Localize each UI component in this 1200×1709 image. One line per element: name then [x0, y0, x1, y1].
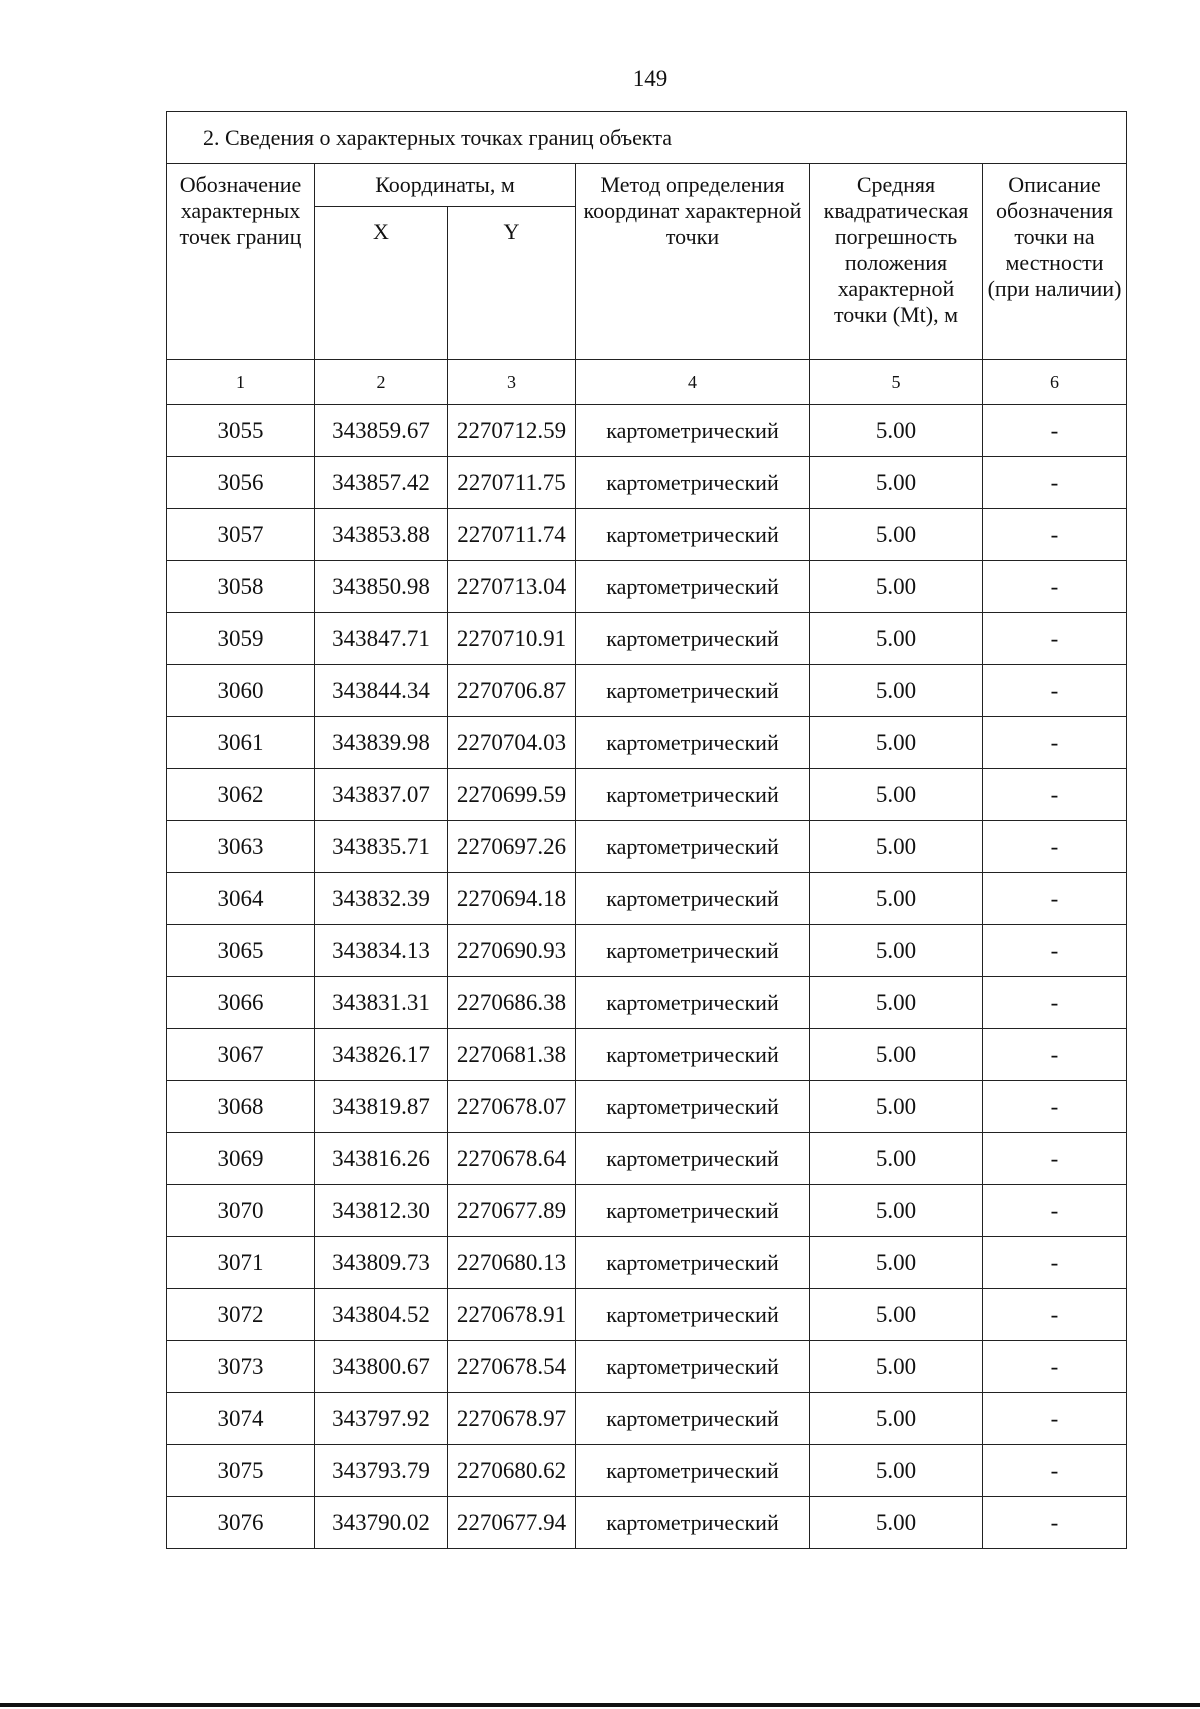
column-number: 5 [810, 360, 983, 405]
y-coordinate-cell: 2270678.07 [448, 1081, 576, 1133]
x-coordinate-cell: 343826.17 [315, 1029, 448, 1081]
point-cell: 3068 [167, 1081, 315, 1133]
table-row [167, 665, 1127, 717]
error-cell: 5.00 [810, 925, 983, 977]
description-cell: - [983, 561, 1127, 613]
x-coordinate-cell: 343835.71 [315, 821, 448, 873]
y-coordinate-cell: 2270699.59 [448, 769, 576, 821]
method-cell: картометрический [576, 925, 810, 977]
y-coordinate-cell: 2270690.93 [448, 925, 576, 977]
y-coordinate-cell: 2270710.91 [448, 613, 576, 665]
x-coordinate-cell: 343837.07 [315, 769, 448, 821]
error-cell: 5.00 [810, 1497, 983, 1549]
x-coordinate-cell: 343797.92 [315, 1393, 448, 1445]
page-number: 149 [632, 66, 668, 91]
x-coordinate-cell: 343850.98 [315, 561, 448, 613]
point-cell: 3058 [167, 561, 315, 613]
table-row [167, 613, 1127, 665]
method-cell: картометрический [576, 613, 810, 665]
method-cell: картометрический [576, 1237, 810, 1289]
method-cell: картометрический [576, 1133, 810, 1185]
description-cell: - [983, 613, 1127, 665]
error-cell: 5.00 [810, 405, 983, 457]
method-cell: картометрический [576, 1289, 810, 1341]
method-cell: картометрический [576, 769, 810, 821]
table-row [167, 1081, 1127, 1133]
method-cell: картометрический [576, 1445, 810, 1497]
table-row [167, 821, 1127, 873]
error-cell: 5.00 [810, 1445, 983, 1497]
method-cell: картометрический [576, 1029, 810, 1081]
header-description: Описание обозначения точки на местности (при наличии) [983, 164, 1127, 360]
error-cell: 5.00 [810, 873, 983, 925]
description-cell: - [983, 1237, 1127, 1289]
point-cell: 3069 [167, 1133, 315, 1185]
table-row [167, 717, 1127, 769]
header-coordinates: Координаты, м [315, 164, 576, 207]
x-coordinate-cell: 343859.67 [315, 405, 448, 457]
error-cell: 5.00 [810, 1393, 983, 1445]
method-cell: картометрический [576, 665, 810, 717]
error-cell: 5.00 [810, 1185, 983, 1237]
table-row [167, 873, 1127, 925]
description-cell: - [983, 1393, 1127, 1445]
y-coordinate-cell: 2270680.13 [448, 1237, 576, 1289]
x-coordinate-cell: 343804.52 [315, 1289, 448, 1341]
table-row [167, 405, 1127, 457]
description-cell: - [983, 1133, 1127, 1185]
table-body [167, 405, 1127, 1549]
error-cell: 5.00 [810, 1341, 983, 1393]
x-coordinate-cell: 343800.67 [315, 1341, 448, 1393]
description-cell: - [983, 1029, 1127, 1081]
x-coordinate-cell: 343857.42 [315, 457, 448, 509]
description-cell: - [983, 821, 1127, 873]
table-row [167, 1133, 1127, 1185]
x-coordinate-cell: 343812.30 [315, 1185, 448, 1237]
header-y: Y [448, 207, 576, 360]
description-cell: - [983, 457, 1127, 509]
boundary-points-table [166, 111, 1127, 1549]
method-cell: картометрический [576, 405, 810, 457]
table-row [167, 769, 1127, 821]
y-coordinate-cell: 2270681.38 [448, 1029, 576, 1081]
method-cell: картометрический [576, 1081, 810, 1133]
column-number: 3 [448, 360, 576, 405]
description-cell: - [983, 1445, 1127, 1497]
y-coordinate-cell: 2270678.54 [448, 1341, 576, 1393]
point-cell: 3067 [167, 1029, 315, 1081]
x-coordinate-cell: 343793.79 [315, 1445, 448, 1497]
description-cell: - [983, 509, 1127, 561]
error-cell: 5.00 [810, 1289, 983, 1341]
description-cell: - [983, 717, 1127, 769]
y-coordinate-cell: 2270694.18 [448, 873, 576, 925]
table-row [167, 977, 1127, 1029]
method-cell: картометрический [576, 1497, 810, 1549]
x-coordinate-cell: 343819.87 [315, 1081, 448, 1133]
x-coordinate-cell: 343832.39 [315, 873, 448, 925]
column-number: 1 [167, 360, 315, 405]
description-cell: - [983, 405, 1127, 457]
description-cell: - [983, 1289, 1127, 1341]
column-number: 2 [315, 360, 448, 405]
error-cell: 5.00 [810, 1029, 983, 1081]
method-cell: картометрический [576, 821, 810, 873]
table-row [167, 1185, 1127, 1237]
x-coordinate-cell: 343844.34 [315, 665, 448, 717]
header-error: Средняя квадратическая погрешность положения характерной точки (Mt), м [810, 164, 983, 360]
table-row [167, 457, 1127, 509]
error-cell: 5.00 [810, 717, 983, 769]
y-coordinate-cell: 2270678.91 [448, 1289, 576, 1341]
section-title: 2. Сведения о характерных точках границ объекта [167, 112, 1127, 164]
error-cell: 5.00 [810, 665, 983, 717]
point-cell: 3064 [167, 873, 315, 925]
error-cell: 5.00 [810, 977, 983, 1029]
description-cell: - [983, 1341, 1127, 1393]
point-cell: 3062 [167, 769, 315, 821]
error-cell: 5.00 [810, 509, 983, 561]
point-cell: 3063 [167, 821, 315, 873]
y-coordinate-cell: 2270711.75 [448, 457, 576, 509]
method-cell: картометрический [576, 717, 810, 769]
table-row [167, 1029, 1127, 1081]
error-cell: 5.00 [810, 821, 983, 873]
error-cell: 5.00 [810, 769, 983, 821]
table-row [167, 1341, 1127, 1393]
error-cell: 5.00 [810, 457, 983, 509]
method-cell: картометрический [576, 873, 810, 925]
x-coordinate-cell: 343790.02 [315, 1497, 448, 1549]
column-number-row [167, 360, 1127, 405]
point-cell: 3073 [167, 1341, 315, 1393]
point-cell: 3071 [167, 1237, 315, 1289]
x-coordinate-cell: 343853.88 [315, 509, 448, 561]
x-coordinate-cell: 343839.98 [315, 717, 448, 769]
y-coordinate-cell: 2270680.62 [448, 1445, 576, 1497]
error-cell: 5.00 [810, 1237, 983, 1289]
point-cell: 3061 [167, 717, 315, 769]
y-coordinate-cell: 2270706.87 [448, 665, 576, 717]
description-cell: - [983, 977, 1127, 1029]
error-cell: 5.00 [810, 1081, 983, 1133]
column-number: 6 [983, 360, 1127, 405]
y-coordinate-cell: 2270678.64 [448, 1133, 576, 1185]
error-cell: 5.00 [810, 1133, 983, 1185]
y-coordinate-cell: 2270697.26 [448, 821, 576, 873]
y-coordinate-cell: 2270712.59 [448, 405, 576, 457]
description-cell: - [983, 925, 1127, 977]
table-row [167, 1289, 1127, 1341]
y-coordinate-cell: 2270677.94 [448, 1497, 576, 1549]
method-cell: картометрический [576, 457, 810, 509]
method-cell: картометрический [576, 1393, 810, 1445]
description-cell: - [983, 1497, 1127, 1549]
bottom-scan-edge [0, 1703, 1200, 1707]
column-number: 4 [576, 360, 810, 405]
y-coordinate-cell: 2270678.97 [448, 1393, 576, 1445]
x-coordinate-cell: 343831.31 [315, 977, 448, 1029]
y-coordinate-cell: 2270686.38 [448, 977, 576, 1029]
point-cell: 3059 [167, 613, 315, 665]
x-coordinate-cell: 343809.73 [315, 1237, 448, 1289]
point-cell: 3074 [167, 1393, 315, 1445]
table-row [167, 925, 1127, 977]
header-x: X [315, 207, 448, 360]
table-row [167, 1497, 1127, 1549]
point-cell: 3066 [167, 977, 315, 1029]
table-row [167, 1393, 1127, 1445]
description-cell: - [983, 769, 1127, 821]
method-cell: картометрический [576, 561, 810, 613]
table-row [167, 1445, 1127, 1497]
y-coordinate-cell: 2270713.04 [448, 561, 576, 613]
description-cell: - [983, 873, 1127, 925]
point-cell: 3075 [167, 1445, 315, 1497]
table-row [167, 509, 1127, 561]
point-cell: 3070 [167, 1185, 315, 1237]
point-cell: 3055 [167, 405, 315, 457]
description-cell: - [983, 665, 1127, 717]
y-coordinate-cell: 2270711.74 [448, 509, 576, 561]
description-cell: - [983, 1185, 1127, 1237]
header-designation: Обозначение характерных точек границ [167, 164, 315, 360]
method-cell: картометрический [576, 977, 810, 1029]
point-cell: 3072 [167, 1289, 315, 1341]
header-method: Метод определения координат характерной точки [576, 164, 810, 360]
y-coordinate-cell: 2270704.03 [448, 717, 576, 769]
error-cell: 5.00 [810, 561, 983, 613]
x-coordinate-cell: 343847.71 [315, 613, 448, 665]
y-coordinate-cell: 2270677.89 [448, 1185, 576, 1237]
point-cell: 3057 [167, 509, 315, 561]
x-coordinate-cell: 343834.13 [315, 925, 448, 977]
table-row [167, 1237, 1127, 1289]
method-cell: картометрический [576, 509, 810, 561]
description-cell: - [983, 1081, 1127, 1133]
method-cell: картометрический [576, 1185, 810, 1237]
method-cell: картометрический [576, 1341, 810, 1393]
point-cell: 3056 [167, 457, 315, 509]
point-cell: 3065 [167, 925, 315, 977]
point-cell: 3076 [167, 1497, 315, 1549]
x-coordinate-cell: 343816.26 [315, 1133, 448, 1185]
point-cell: 3060 [167, 665, 315, 717]
table-row [167, 561, 1127, 613]
error-cell: 5.00 [810, 613, 983, 665]
